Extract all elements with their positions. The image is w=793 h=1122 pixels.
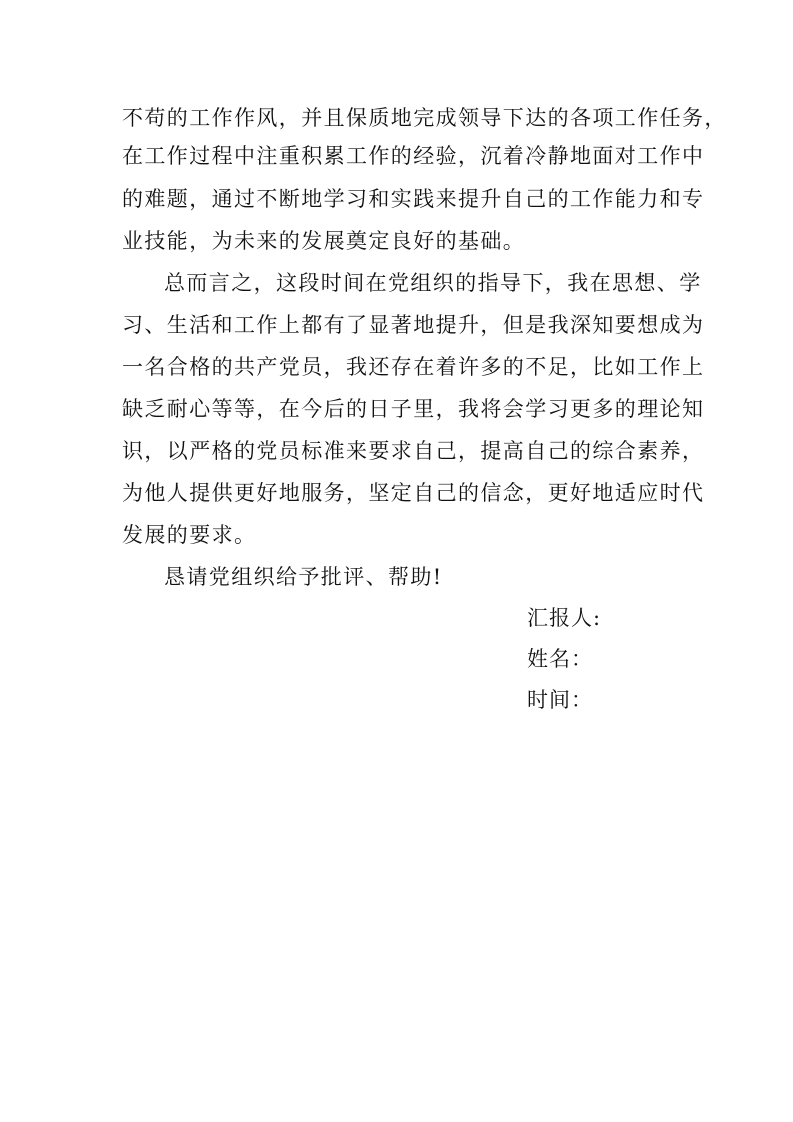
paragraph2-line-4: 缺乏耐心等等，在今后的日子里，我将会学习更多的理论知 (122, 397, 705, 421)
signature-name: 姓名： (527, 647, 593, 671)
signature-reporter: 汇报人: (527, 606, 602, 630)
signature-time: 时间： (527, 688, 593, 712)
paragraph2-line-2: 习、生活和工作上都有了显著地提升，但是我深知要想成为 (122, 313, 705, 337)
closing-line: 恳请党组织给予批评、帮助! (164, 565, 443, 589)
paragraph1-line-4: 业技能，为未来的发展奠定良好的基础。 (122, 229, 526, 253)
paragraph1-line-1: 不苟的工作作风，并且保质地完成领导下达的各项工作任务， (122, 106, 727, 130)
paragraph2-line-3: 一名合格的共产党员，我还存在着许多的不足，比如工作上 (122, 355, 705, 379)
paragraph1-line-2: 在工作过程中注重积累工作的经验，沉着冷静地面对工作中 (122, 144, 705, 168)
paragraph2-line-5: 识，以严格的党员标准来要求自己，提高自己的综合素养， (122, 439, 705, 463)
paragraph2-line-1: 总而言之，这段时间在党组织的指导下，我在思想、学 (164, 271, 702, 295)
paragraph2-line-6: 为他人提供更好地服务，坚定自己的信念，更好地适应时代 (122, 481, 705, 505)
paragraph1-line-3: 的难题，通过不断地学习和实践来提升自己的工作能力和专 (122, 187, 705, 211)
paragraph2-line-7: 发展的要求。 (122, 523, 257, 547)
